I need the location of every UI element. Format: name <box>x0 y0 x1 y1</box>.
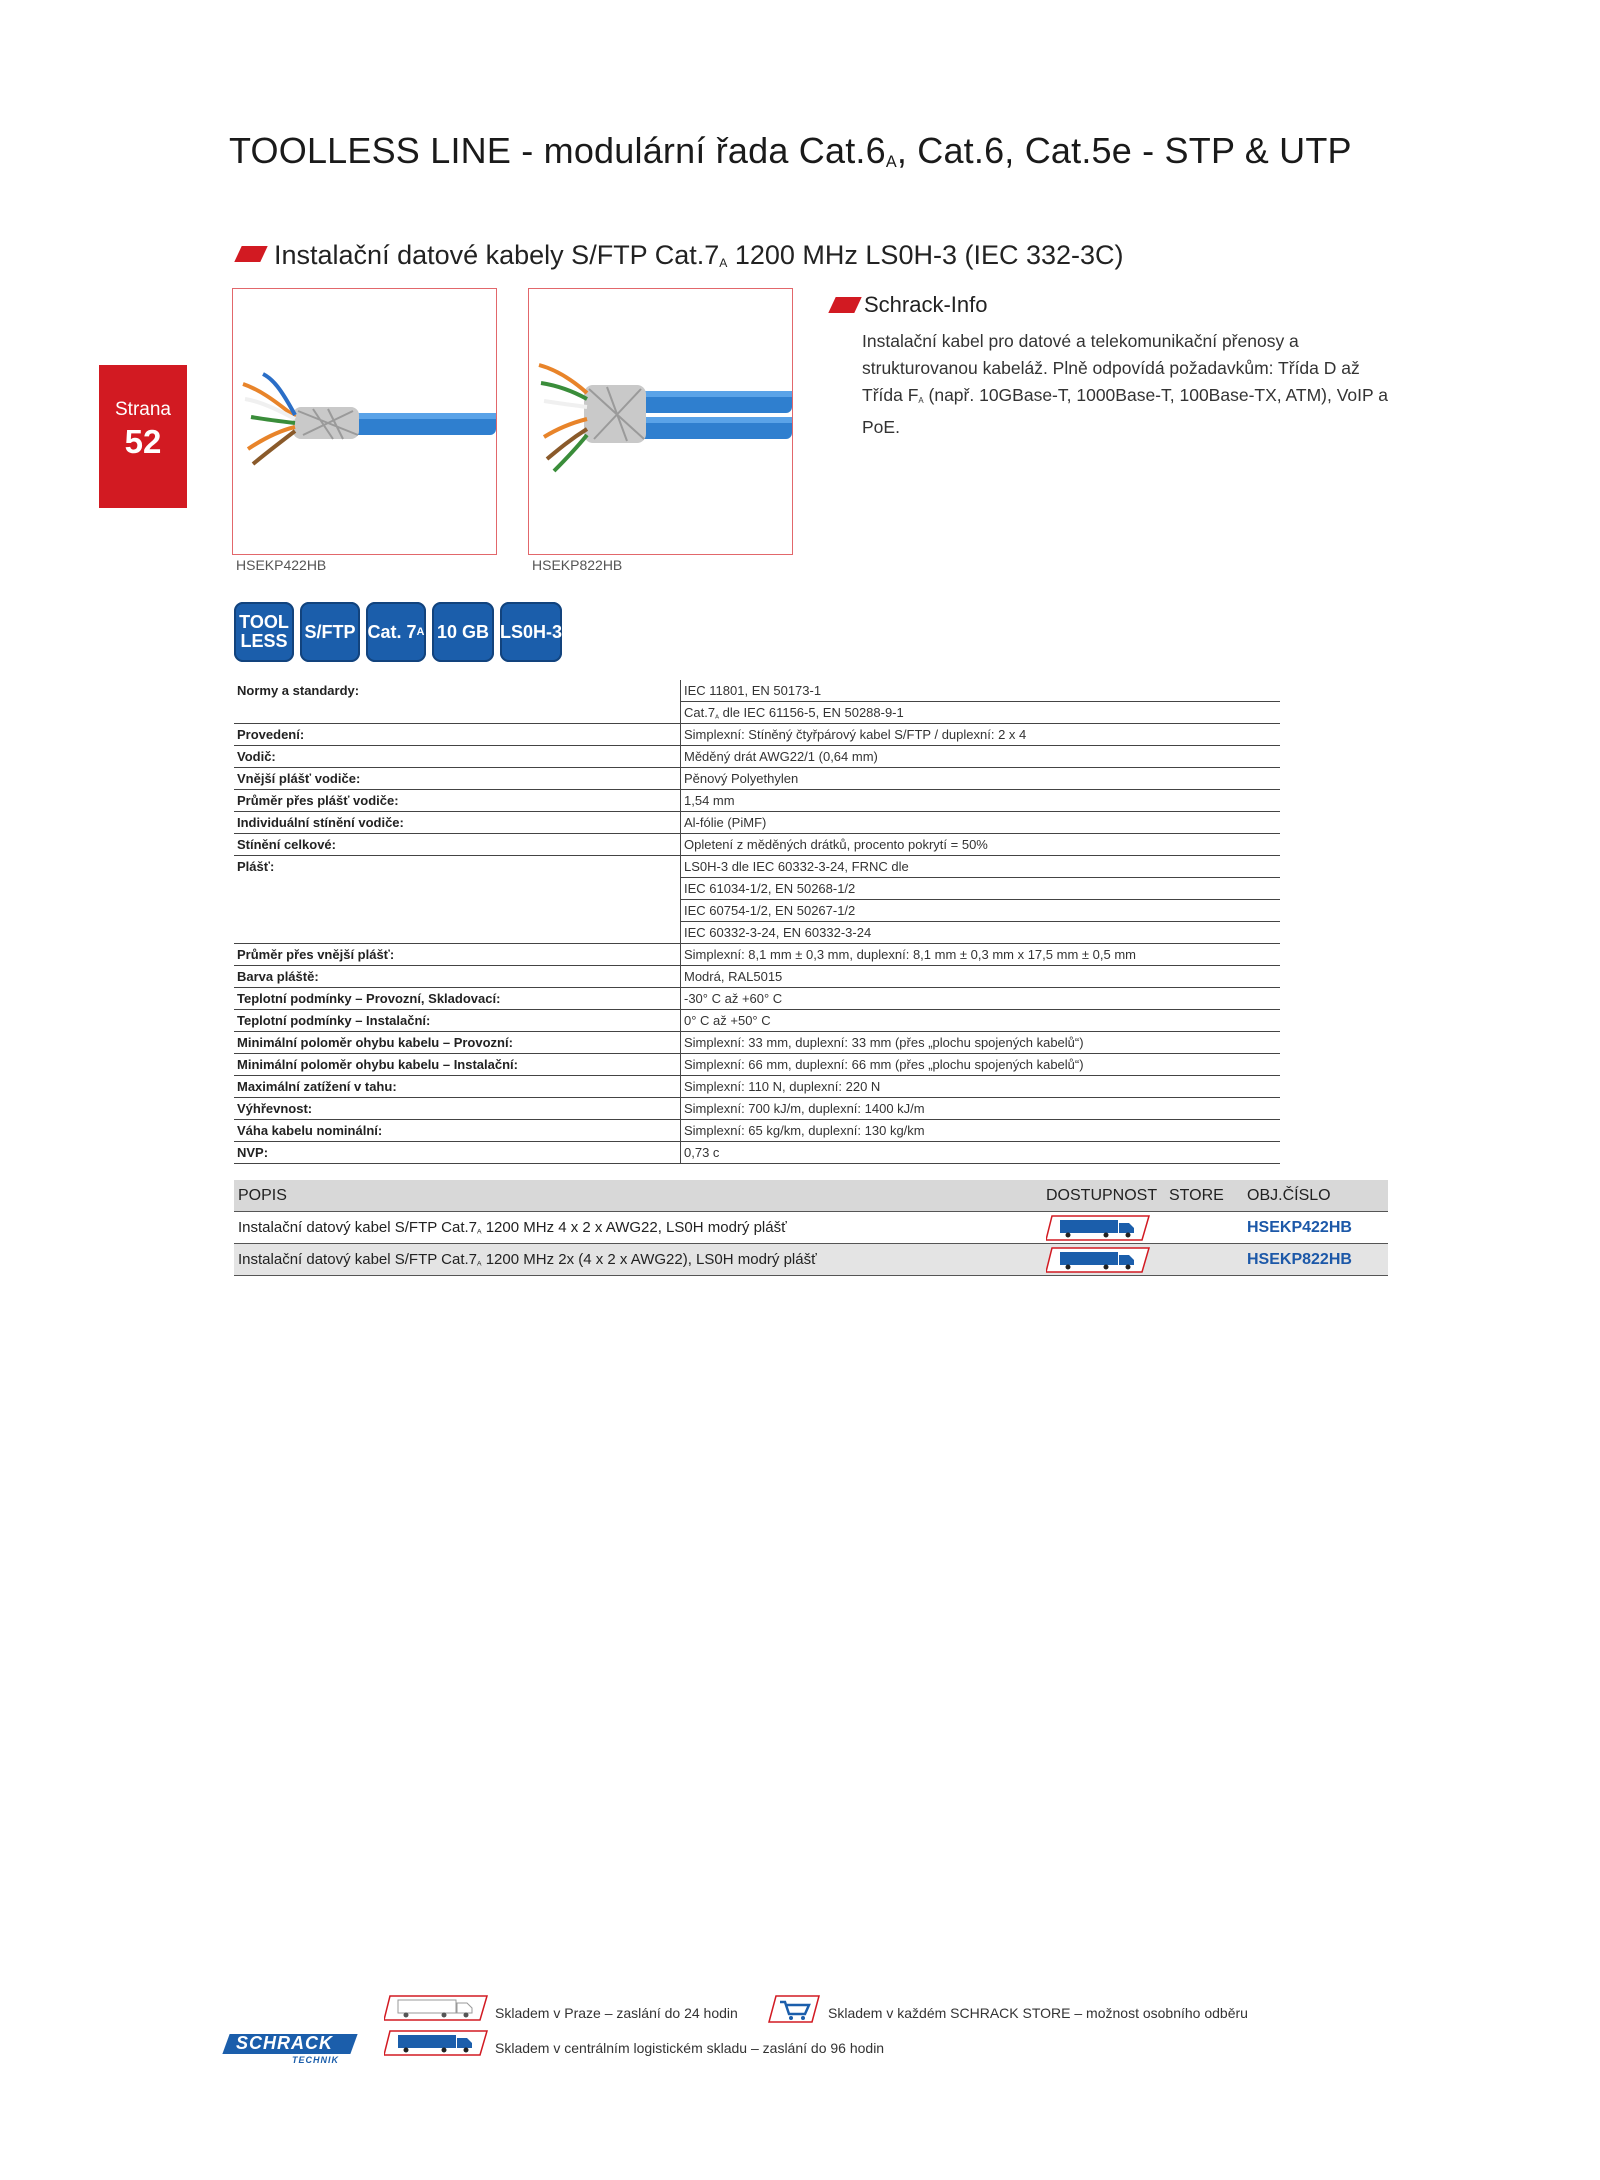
col-obj-cislo: OBJ.ČÍSLO <box>1243 1180 1388 1212</box>
spec-value: Opletení z měděných drátků, procento pokrytí = 50% <box>681 834 1281 856</box>
spec-row <box>234 988 1280 1010</box>
page-label: Strana <box>115 399 171 420</box>
spec-value: Pěnový Polyethylen <box>681 768 1281 790</box>
spec-key-continued <box>234 702 681 724</box>
availability-cell <box>1042 1244 1165 1276</box>
spec-key: Provedení: <box>234 724 681 746</box>
spec-key-continued <box>234 900 681 922</box>
product-table <box>234 1180 1388 1276</box>
spec-key: Minimální poloměr ohybu kabelu – Provozní: <box>234 1032 681 1054</box>
spec-row <box>234 724 1280 746</box>
spec-key-continued <box>234 922 681 944</box>
order-number[interactable]: HSEKP822HB <box>1243 1244 1388 1276</box>
order-number[interactable]: HSEKP422HB <box>1243 1212 1388 1244</box>
badge-10gb: 10 GB <box>432 602 494 662</box>
spec-value: Simplexní: 33 mm, duplexní: 33 mm (přes „plochu spojených kabelů“) <box>681 1032 1281 1054</box>
feature-badges <box>234 602 562 662</box>
central-warehouse-truck-icon <box>1046 1215 1150 1241</box>
spec-table <box>234 680 1280 1164</box>
spec-value: IEC 11801, EN 50173-1 <box>681 680 1281 702</box>
spec-value: Simplexní: 110 N, duplexní: 220 N <box>681 1076 1281 1098</box>
legend-store: Skladem v každém SCHRACK STORE – možnost osobního odběru <box>828 2005 1248 2021</box>
section-title: Instalační datové kabely S/FTP $Cat.7_A$ 1200 MHz LS0H-3 (IEC 332-3C) <box>274 240 1124 271</box>
product-photo-hsekp822hb <box>528 288 793 555</box>
table-row <box>234 1244 1388 1276</box>
photo-caption: HSEKP422HB <box>236 557 327 573</box>
spec-row <box>234 768 1280 790</box>
spec-row <box>234 1010 1280 1032</box>
cable-image <box>233 289 496 554</box>
table-row <box>234 1212 1388 1244</box>
spec-key-continued <box>234 878 681 900</box>
spec-row <box>234 1098 1280 1120</box>
spec-row <box>234 1076 1280 1098</box>
col-store: STORE <box>1165 1180 1243 1212</box>
spec-value: $Cat.7_A$ dle IEC 61156-5, EN 50288-9-1 <box>681 702 1281 724</box>
spec-value: IEC 60332-3-24, EN 60332-3-24 <box>681 922 1281 944</box>
info-marker-icon <box>828 297 861 313</box>
store-cell <box>1165 1244 1243 1276</box>
spec-key: Vnější plášť vodiče: <box>234 768 681 790</box>
spec-key: Individuální stínění vodiče: <box>234 812 681 834</box>
spec-value: LS0H-3 dle IEC 60332-3-24, FRNC dle <box>681 856 1281 878</box>
photo-caption: HSEKP822HB <box>532 557 623 573</box>
spec-value: Simplexní: 66 mm, duplexní: 66 mm (přes „plochu spojených kabelů“) <box>681 1054 1281 1076</box>
spec-key: NVP: <box>234 1142 681 1164</box>
spec-row <box>234 680 1280 702</box>
spec-row <box>234 1120 1280 1142</box>
cable-image <box>529 289 792 554</box>
spec-row <box>234 1032 1280 1054</box>
spec-value: Měděný drát AWG22/1 (0,64 mm) <box>681 746 1281 768</box>
page-number: 52 <box>124 423 162 460</box>
product-photo-hsekp422hb <box>232 288 497 555</box>
spec-value: IEC 60754-1/2, EN 50267-1/2 <box>681 900 1281 922</box>
spec-row <box>234 856 1280 878</box>
spec-key: Stínění celkové: <box>234 834 681 856</box>
schrack-logo: SCHRACK TECHNIK <box>226 2032 356 2068</box>
praha-warehouse-truck-icon <box>384 1995 488 2021</box>
central-warehouse-truck-icon <box>384 2030 488 2056</box>
availability-cell <box>1042 1212 1165 1244</box>
spec-key: Maximální zatížení v tahu: <box>234 1076 681 1098</box>
spec-value: 0° C až +50° C <box>681 1010 1281 1032</box>
spec-key: Minimální poloměr ohybu kabelu – Instalační: <box>234 1054 681 1076</box>
spec-key: Barva pláště: <box>234 966 681 988</box>
spec-key: Plášť: <box>237 859 275 875</box>
spec-value: Simplexní: 8,1 mm ± 0,3 mm, duplexní: 8,1 mm ± 0,3 mm x 17,5 mm ± 0,5 mm <box>681 944 1281 966</box>
spec-row <box>234 944 1280 966</box>
spec-value: Simplexní: 65 kg/km, duplexní: 130 kg/km <box>681 1120 1281 1142</box>
badge-sftp: S/FTP <box>300 602 360 662</box>
central-warehouse-truck-icon <box>1046 1247 1150 1273</box>
spec-row <box>234 922 1280 944</box>
spec-row <box>234 702 1280 724</box>
spec-value: Modrá, RAL5015 <box>681 966 1281 988</box>
badge-ls0h3: LS0H-3 <box>500 602 562 662</box>
product-description: Instalační datový kabel S/FTP $Cat.7_A$ 1200 MHz 4 x 2 x AWG22, LS0H modrý plášť <box>234 1212 1042 1244</box>
spec-row <box>234 1142 1280 1164</box>
spec-key: Teplotní podmínky – Provozní, Skladovací: <box>234 988 681 1010</box>
product-description: Instalační datový kabel S/FTP $Cat.7_A$ 1200 MHz 2x (4 x 2 x AWG22), LS0H modrý plášť <box>234 1244 1042 1276</box>
badge-toolless: TOOL LESS <box>234 602 294 662</box>
spec-value: 1,54 mm <box>681 790 1281 812</box>
spec-value: -30° C až +60° C <box>681 988 1281 1010</box>
spec-value: IEC 61034-1/2, EN 50268-1/2 <box>681 878 1281 900</box>
spec-key: Váha kabelu nominální: <box>234 1120 681 1142</box>
spec-row <box>234 900 1280 922</box>
spec-row <box>234 878 1280 900</box>
spec-key: Normy a standardy: <box>237 683 360 699</box>
spec-key: Průměr přes plášť vodiče: <box>234 790 681 812</box>
section-marker-icon <box>234 246 267 262</box>
spec-key: Teplotní podmínky – Instalační: <box>234 1010 681 1032</box>
spec-value: 0,73 c <box>681 1142 1281 1164</box>
col-popis: POPIS <box>234 1180 1042 1212</box>
page-title: TOOLLESS LINE - modulární řada $Cat.6_A$, Cat.6, Cat.5e - STP & UTP <box>229 130 1352 172</box>
spec-key: Průměr přes vnější plášť: <box>234 944 681 966</box>
store-cell <box>1165 1212 1243 1244</box>
spec-row <box>234 834 1280 856</box>
badge-cat7a: Cat. 7 A <box>366 602 426 662</box>
spec-row <box>234 746 1280 768</box>
spec-row <box>234 812 1280 834</box>
spec-row <box>234 966 1280 988</box>
store-cart-icon <box>768 1995 820 2023</box>
spec-value: Al-fólie (PiMF) <box>681 812 1281 834</box>
spec-value: Simplexní: Stíněný čtyřpárový kabel S/FTP / duplexní: 2 x 4 <box>681 724 1281 746</box>
col-dostupnost: DOSTUPNOST <box>1042 1180 1165 1212</box>
legend-praha: Skladem v Praze – zaslání do 24 hodin <box>495 2005 738 2021</box>
info-text: Instalační kabel pro datové a telekomunikační přenosy a strukturovanou kabeláž. Plně odpovídá požadavkům: Třída D až Třída $F_A$ (např. 10GBase-T, 1000Base-T, 100Base-TX, ATM), VoIP a PoE. <box>862 331 1388 437</box>
info-heading: Schrack-Info <box>864 292 988 317</box>
spec-row <box>234 790 1280 812</box>
spec-row <box>234 1054 1280 1076</box>
product-table-header <box>234 1180 1388 1212</box>
spec-key: Výhřevnost: <box>234 1098 681 1120</box>
legend-central: Skladem v centrálním logistickém skladu – zaslání do 96 hodin <box>495 2040 885 2056</box>
spec-value: Simplexní: 700 kJ/m, duplexní: 1400 kJ/m <box>681 1098 1281 1120</box>
spec-key: Vodič: <box>234 746 681 768</box>
page-number-tab <box>99 365 187 508</box>
